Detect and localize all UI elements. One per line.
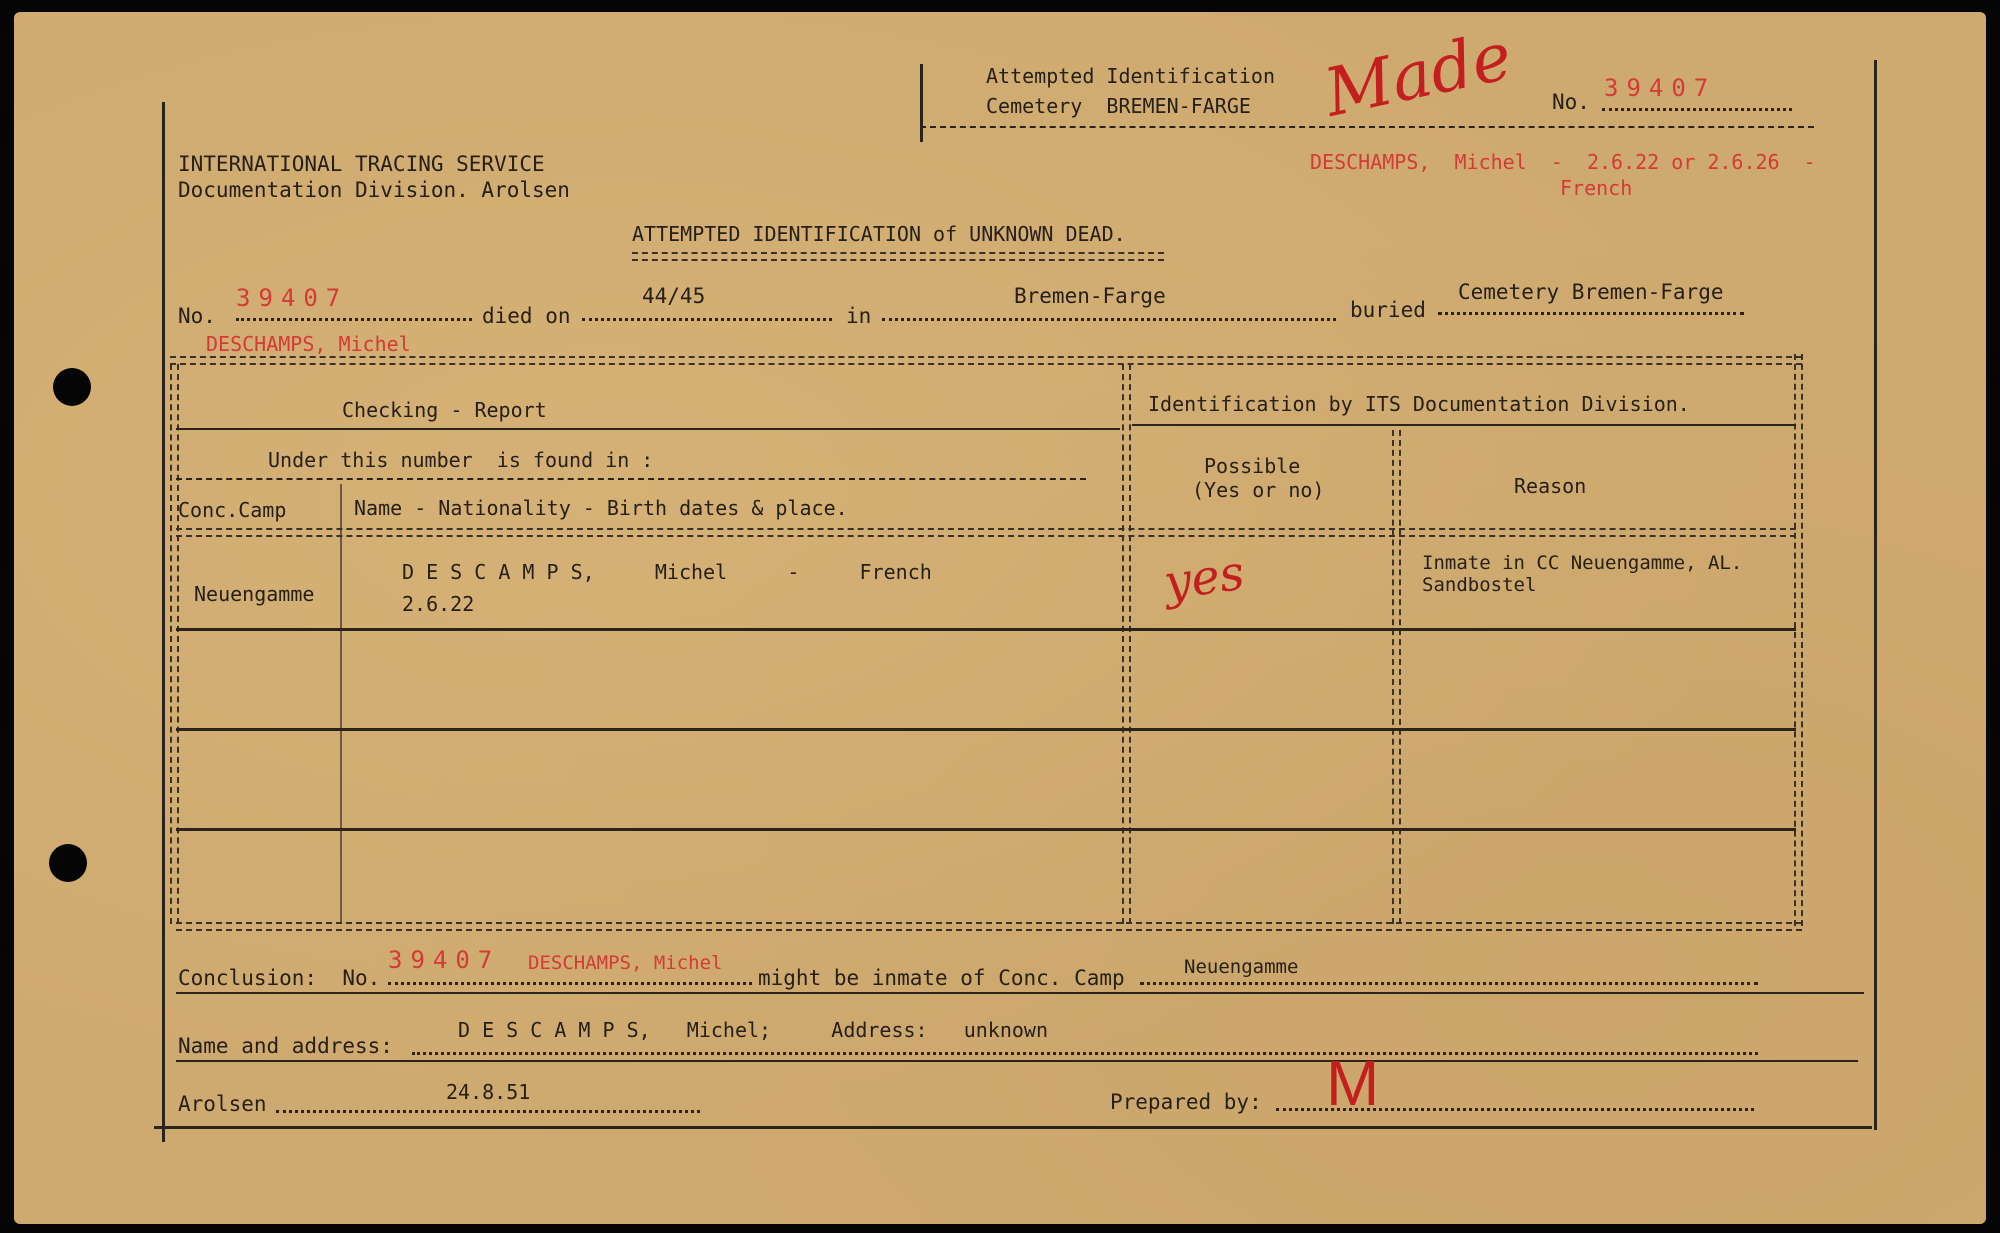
organization-name: INTERNATIONAL TRACING SERVICE bbox=[178, 152, 545, 176]
table-top-border bbox=[170, 356, 1802, 365]
arolsen-label: Arolsen bbox=[178, 1092, 267, 1116]
date-dots bbox=[276, 1110, 700, 1113]
record-name-annotation: DESCHAMPS, Michel bbox=[206, 332, 411, 356]
name-address-rule bbox=[176, 1060, 1858, 1062]
header-box-left-line bbox=[920, 64, 923, 142]
name-address-value: D E S C A M P S, Michel; Address: unknown bbox=[458, 1018, 1049, 1042]
punch-hole-top bbox=[53, 368, 91, 406]
table-reason-divider bbox=[1392, 430, 1401, 924]
identification-header: Identification by ITS Documentation Division. bbox=[1148, 392, 1690, 416]
in-label: in bbox=[846, 304, 872, 328]
conclusion-camp-dots bbox=[1140, 982, 1758, 985]
prepared-date: 24.8.51 bbox=[446, 1080, 531, 1104]
conclusion-no-value: 39407 bbox=[388, 946, 501, 974]
table-bottom-border bbox=[176, 922, 1802, 931]
organization-division: Documentation Division. Arolsen bbox=[178, 178, 570, 202]
under-number-label: Under this number is found in : bbox=[268, 448, 654, 472]
row1-birth: 2.6.22 bbox=[402, 592, 475, 616]
header-no-label: No. bbox=[1552, 90, 1590, 114]
frame-bottom-line bbox=[154, 1126, 1872, 1129]
conclusion-rule bbox=[176, 992, 1864, 994]
died-on-dots bbox=[582, 318, 832, 321]
record-no-label: No. bbox=[178, 304, 216, 328]
name-address-label: Name and address: bbox=[178, 1034, 393, 1058]
identification-card bbox=[14, 12, 1986, 1224]
died-on-label: died on bbox=[482, 304, 571, 328]
subject-annotation-line1: DESCHAMPS, Michel - 2.6.22 or 2.6.26 - bbox=[1310, 150, 1816, 174]
conclusion-camp-value: Neuengamme bbox=[1184, 956, 1299, 978]
row-rule-2 bbox=[176, 728, 1796, 731]
place-value: Bremen-Farge bbox=[1014, 284, 1166, 308]
frame-right-line bbox=[1874, 60, 1877, 1130]
made-stamp: Made bbox=[1318, 17, 1519, 132]
attempted-identification-label: Attempted Identification bbox=[986, 64, 1275, 88]
buried-dots bbox=[1438, 312, 1744, 315]
name-address-dots bbox=[412, 1052, 1758, 1055]
header-no-dots bbox=[1602, 108, 1792, 111]
conclusion-middle-text: might be inmate of Conc. Camp bbox=[758, 966, 1125, 990]
buried-value: Cemetery Bremen-Farge bbox=[1458, 280, 1724, 304]
header-no-value: 39407 bbox=[1604, 74, 1717, 102]
title-underline bbox=[632, 252, 1164, 261]
conclusion-name-value: DESCHAMPS, Michel bbox=[528, 952, 723, 974]
checking-report-header: Checking - Report bbox=[342, 398, 547, 422]
header-box-bottom-line bbox=[920, 126, 1814, 128]
checking-header-rule bbox=[176, 428, 1120, 430]
place-dots bbox=[882, 318, 1336, 321]
subject-annotation-line2: French bbox=[1560, 176, 1633, 200]
prepared-by-dots bbox=[1276, 1108, 1754, 1111]
punch-hole-bottom bbox=[49, 844, 87, 882]
column-header-reason: Reason bbox=[1514, 474, 1587, 498]
buried-label: buried bbox=[1350, 298, 1426, 322]
prepared-by-label: Prepared by: bbox=[1110, 1090, 1262, 1114]
column-header-camp: Conc.Camp bbox=[178, 498, 287, 522]
table-camp-divider bbox=[340, 484, 342, 924]
document-title: ATTEMPTED IDENTIFICATION of UNKNOWN DEAD. bbox=[632, 222, 1126, 246]
row1-possible: yes bbox=[1160, 544, 1248, 612]
column-header-name: Name - Nationality - Birth dates & place. bbox=[354, 496, 848, 520]
prepared-by-signature: M bbox=[1326, 1047, 1380, 1119]
conclusion-no-dots bbox=[388, 982, 752, 985]
column-header-possible-sub: (Yes or no) bbox=[1192, 478, 1325, 502]
frame-left-line bbox=[162, 102, 165, 1142]
record-no-dots bbox=[236, 318, 472, 321]
table-right-border bbox=[1794, 354, 1803, 926]
cemetery-line: Cemetery BREMEN-FARGE bbox=[986, 94, 1251, 118]
table-left-border bbox=[170, 364, 179, 924]
column-header-possible: Possible bbox=[1204, 454, 1301, 478]
row-rule-1 bbox=[176, 628, 1796, 631]
conclusion-label: Conclusion: No. bbox=[178, 966, 381, 990]
record-no-value: 39407 bbox=[236, 284, 349, 312]
row-rule-3 bbox=[176, 828, 1796, 831]
died-on-value: 44/45 bbox=[642, 284, 706, 308]
under-number-rule bbox=[176, 478, 1086, 480]
row1-reason-line1: Inmate in CC Neuengamme, AL. bbox=[1422, 552, 1743, 574]
row1-camp: Neuengamme bbox=[194, 582, 315, 606]
row1-reason-line2: Sandbostel bbox=[1422, 574, 1537, 596]
column-header-underline bbox=[176, 528, 1796, 537]
row1-name: D E S C A M P S, Michel - French bbox=[402, 560, 932, 584]
identification-header-rule bbox=[1132, 424, 1796, 426]
table-center-divider bbox=[1122, 364, 1131, 924]
